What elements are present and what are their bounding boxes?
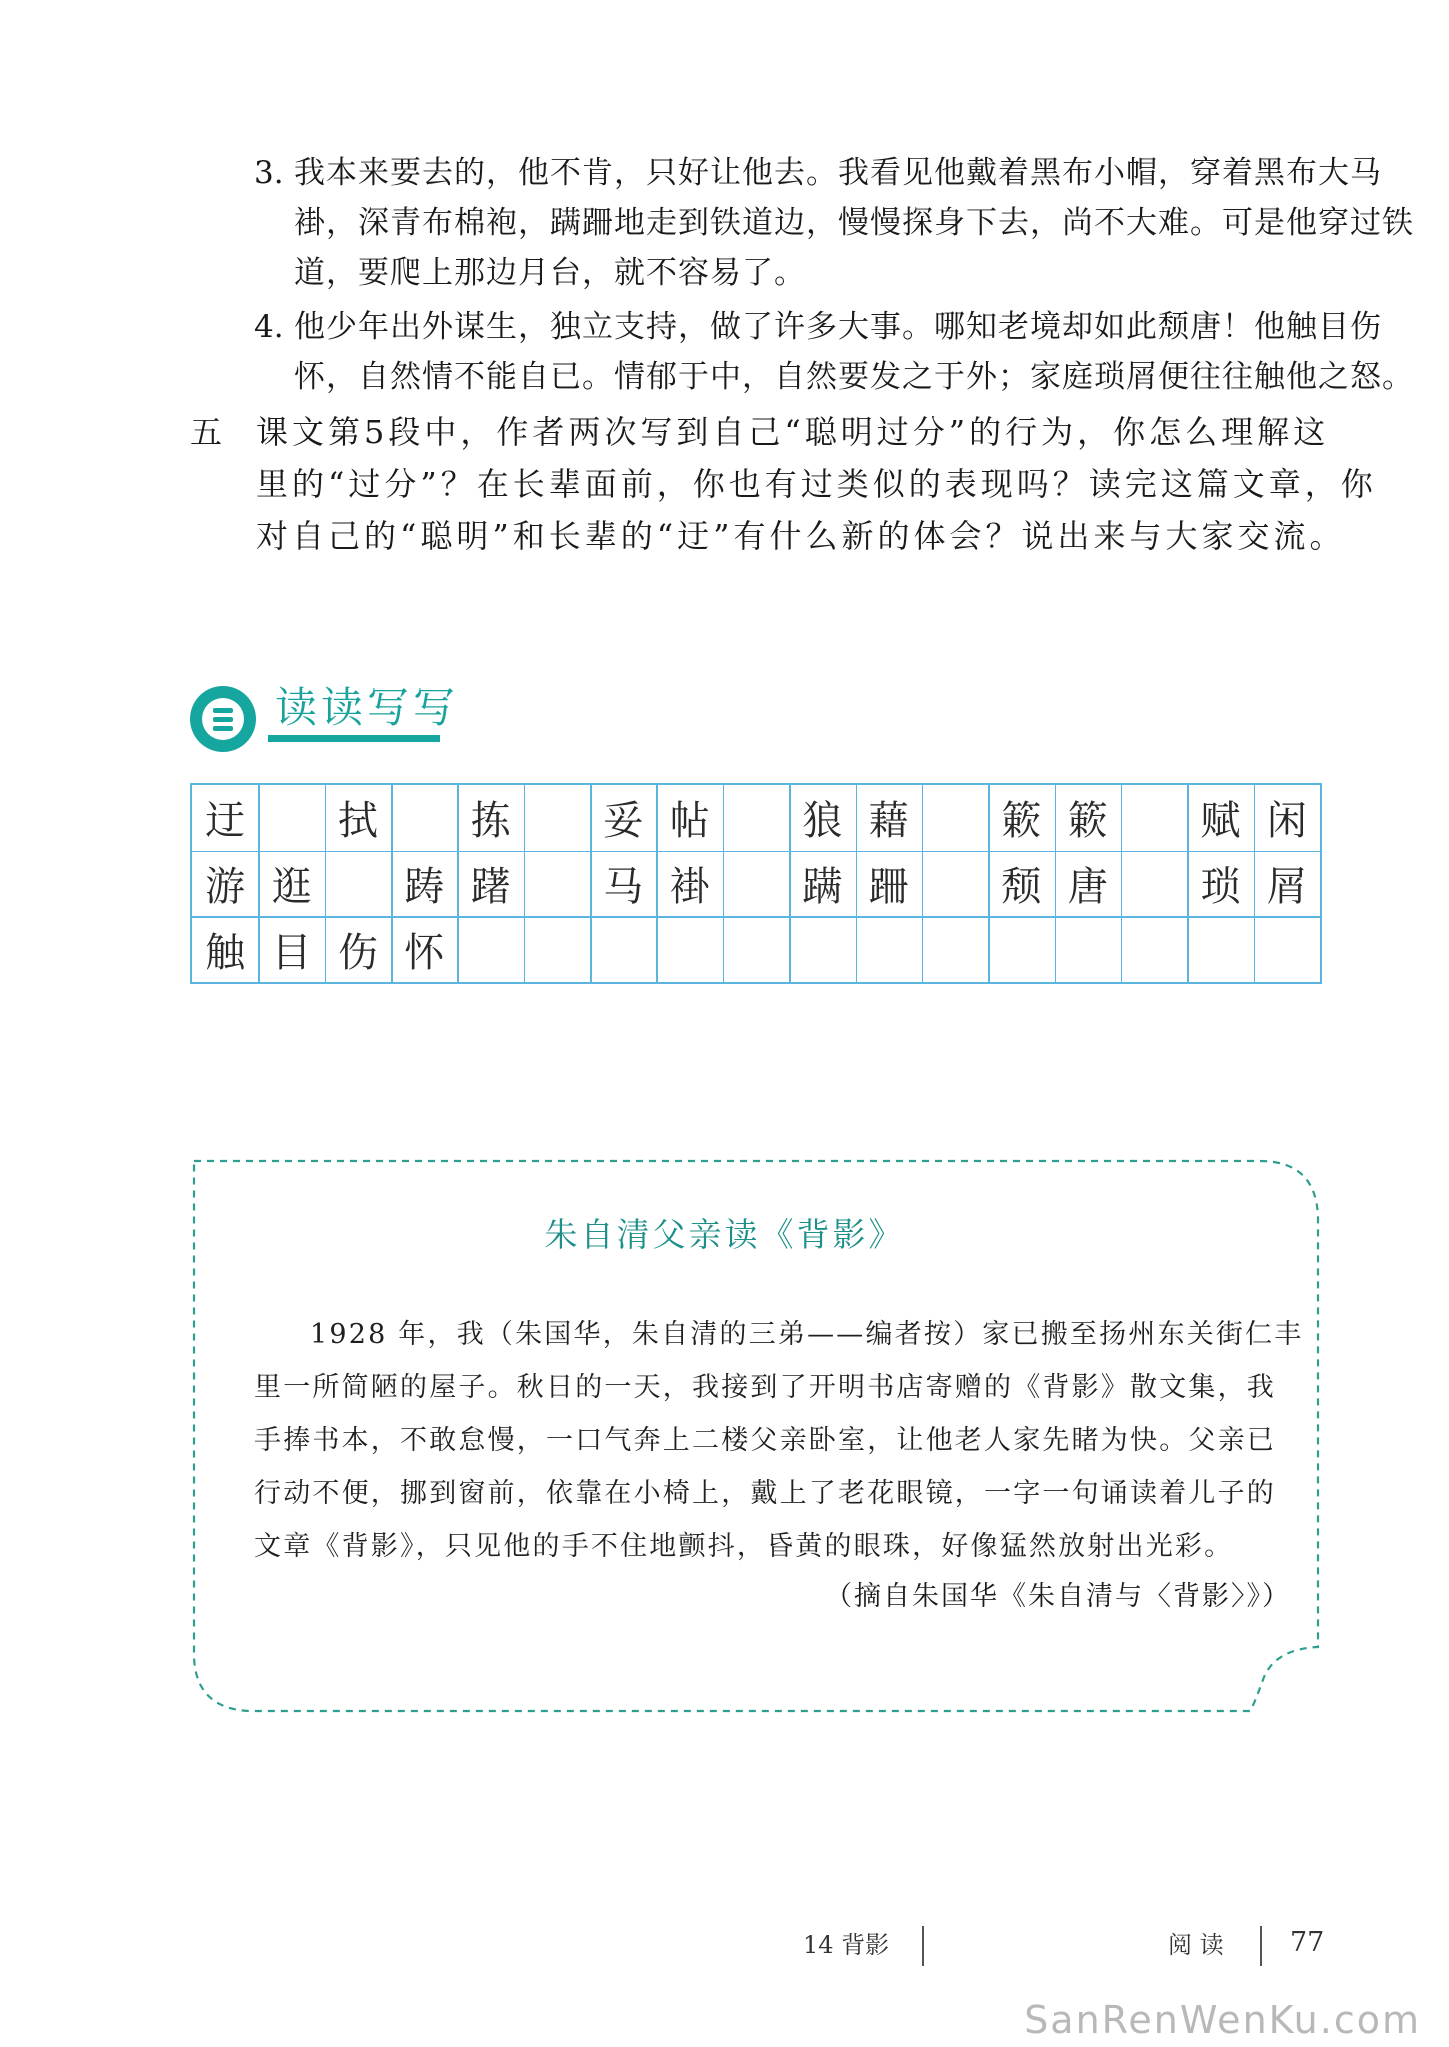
grid-cell	[1254, 916, 1320, 982]
grid-cell: 帖	[669, 798, 710, 845]
grid-cell: 簌	[1001, 798, 1042, 845]
watermark: SanRenWenKu.com	[1024, 1998, 1421, 2042]
grid-cell	[723, 916, 789, 982]
paragraph-line: 1928 年，我（朱国华，朱自清的三弟——编者按）家已搬至扬州东关街仁丰	[310, 1319, 1304, 1350]
grid-cell: 踌	[404, 863, 445, 910]
grid-cell: 闲	[1266, 798, 1307, 845]
question-line: 里的“过分”？在长辈面前，你也有过类似的表现吗？读完这篇文章，你	[256, 465, 1377, 503]
grid-cell: 妥	[603, 798, 644, 845]
grid-cell: 触	[205, 929, 246, 976]
question-line: 道，要爬上那边月台，就不容易了。	[294, 255, 806, 291]
grid-cell	[988, 916, 1054, 982]
grid-cell	[1121, 916, 1187, 982]
grid-cell	[258, 785, 324, 851]
grid-cell: 马	[603, 863, 644, 910]
reading-box-source: （摘自朱国华《朱自清与〈背影〉》）	[825, 1581, 1291, 1612]
reading-box-title: 朱自清父亲读《背影》	[544, 1215, 905, 1254]
grid-cell: 游	[205, 863, 246, 910]
grid-cell	[922, 785, 988, 851]
grid-cell: 伤	[337, 929, 378, 976]
grid-cell: 藉	[868, 798, 909, 845]
grid-cell	[922, 916, 988, 982]
grid-cell: 怀	[404, 929, 445, 976]
grid-cell: 唐	[1067, 863, 1108, 910]
grid-cell	[723, 851, 789, 917]
grid-cell	[457, 916, 523, 982]
grid-cell: 褂	[669, 863, 710, 910]
grid-cell	[1055, 916, 1121, 982]
grid-cell: 躇	[470, 863, 511, 910]
paragraph-line: 行动不便，挪到窗前，依靠在小椅上，戴上了老花眼镜，一字一句诵读着儿子的	[254, 1478, 1276, 1509]
grid-cell	[723, 785, 789, 851]
question-line: 对自己的“聪明”和长辈的“迂”有什么新的体会？说出来与大家交流。	[256, 517, 1346, 555]
grid-cell	[1121, 785, 1187, 851]
grid-cell	[524, 851, 590, 917]
grid-cell: 迂	[205, 798, 246, 845]
question-number: 3.	[254, 155, 284, 191]
grid-cell: 屑	[1266, 863, 1307, 910]
question-line: 怀，自然情不能自已。情郁于中，自然要发之于外；家庭琐屑便往往触他之怒。	[294, 359, 1414, 395]
section-title: 读读写写	[275, 683, 460, 732]
footer-divider	[922, 1926, 924, 1966]
footer-unit: 阅 读	[1168, 1931, 1224, 1959]
question-line: 褂，深青布棉袍，蹒跚地走到铁道边，慢慢探身下去，尚不大难。可是他穿过铁	[294, 205, 1414, 241]
question-line: 他少年出外谋生，独立支持，做了许多大事。哪知老境却如此颓唐！他触目伤	[294, 309, 1382, 345]
grid-cell: 目	[271, 929, 312, 976]
list-icon	[190, 686, 256, 752]
grid-cell: 跚	[868, 863, 909, 910]
grid-cell: 拣	[470, 798, 511, 845]
paragraph-line: 文章《背影》，只见他的手不住地颤抖，昏黄的眼珠，好像猛然放射出光彩。	[254, 1531, 1234, 1562]
word-grid	[190, 783, 1322, 984]
grid-cell	[656, 916, 722, 982]
footer-lesson: 14 背影	[803, 1931, 890, 1959]
paragraph-line: 手捧书本，不敢怠慢，一口气奔上二楼父亲卧室，让他老人家先睹为快。父亲已	[254, 1425, 1276, 1456]
grid-cell: 琐	[1200, 863, 1241, 910]
grid-cell	[524, 785, 590, 851]
grid-cell	[1187, 916, 1253, 982]
grid-cell	[325, 851, 391, 917]
question-number: 五	[190, 413, 227, 451]
paragraph-line: 里一所简陋的屋子。秋日的一天，我接到了开明书店寄赠的《背影》散文集，我	[254, 1372, 1276, 1403]
question-line: 我本来要去的，他不肯，只好让他去。我看见他戴着黑布小帽，穿着黑布大马	[294, 155, 1382, 191]
grid-cell	[789, 916, 855, 982]
grid-cell	[590, 916, 656, 982]
grid-cell: 簌	[1067, 798, 1108, 845]
grid-cell: 拭	[337, 798, 378, 845]
grid-cell	[1121, 851, 1187, 917]
grid-cell	[922, 851, 988, 917]
grid-cell	[391, 785, 457, 851]
question-line: 课文第5段中，作者两次写到自己“聪明过分”的行为，你怎么理解这	[256, 413, 1330, 451]
section-underline	[268, 735, 440, 742]
grid-cell: 蹒	[802, 863, 843, 910]
page-number: 77	[1290, 1927, 1325, 1958]
grid-cell: 颓	[1001, 863, 1042, 910]
grid-cell: 逛	[271, 863, 312, 910]
grid-cell: 赋	[1200, 798, 1241, 845]
footer-divider	[1260, 1926, 1262, 1966]
grid-cell	[524, 916, 590, 982]
grid-cell	[856, 916, 922, 982]
question-number: 4.	[254, 309, 284, 345]
grid-cell: 狼	[802, 798, 843, 845]
